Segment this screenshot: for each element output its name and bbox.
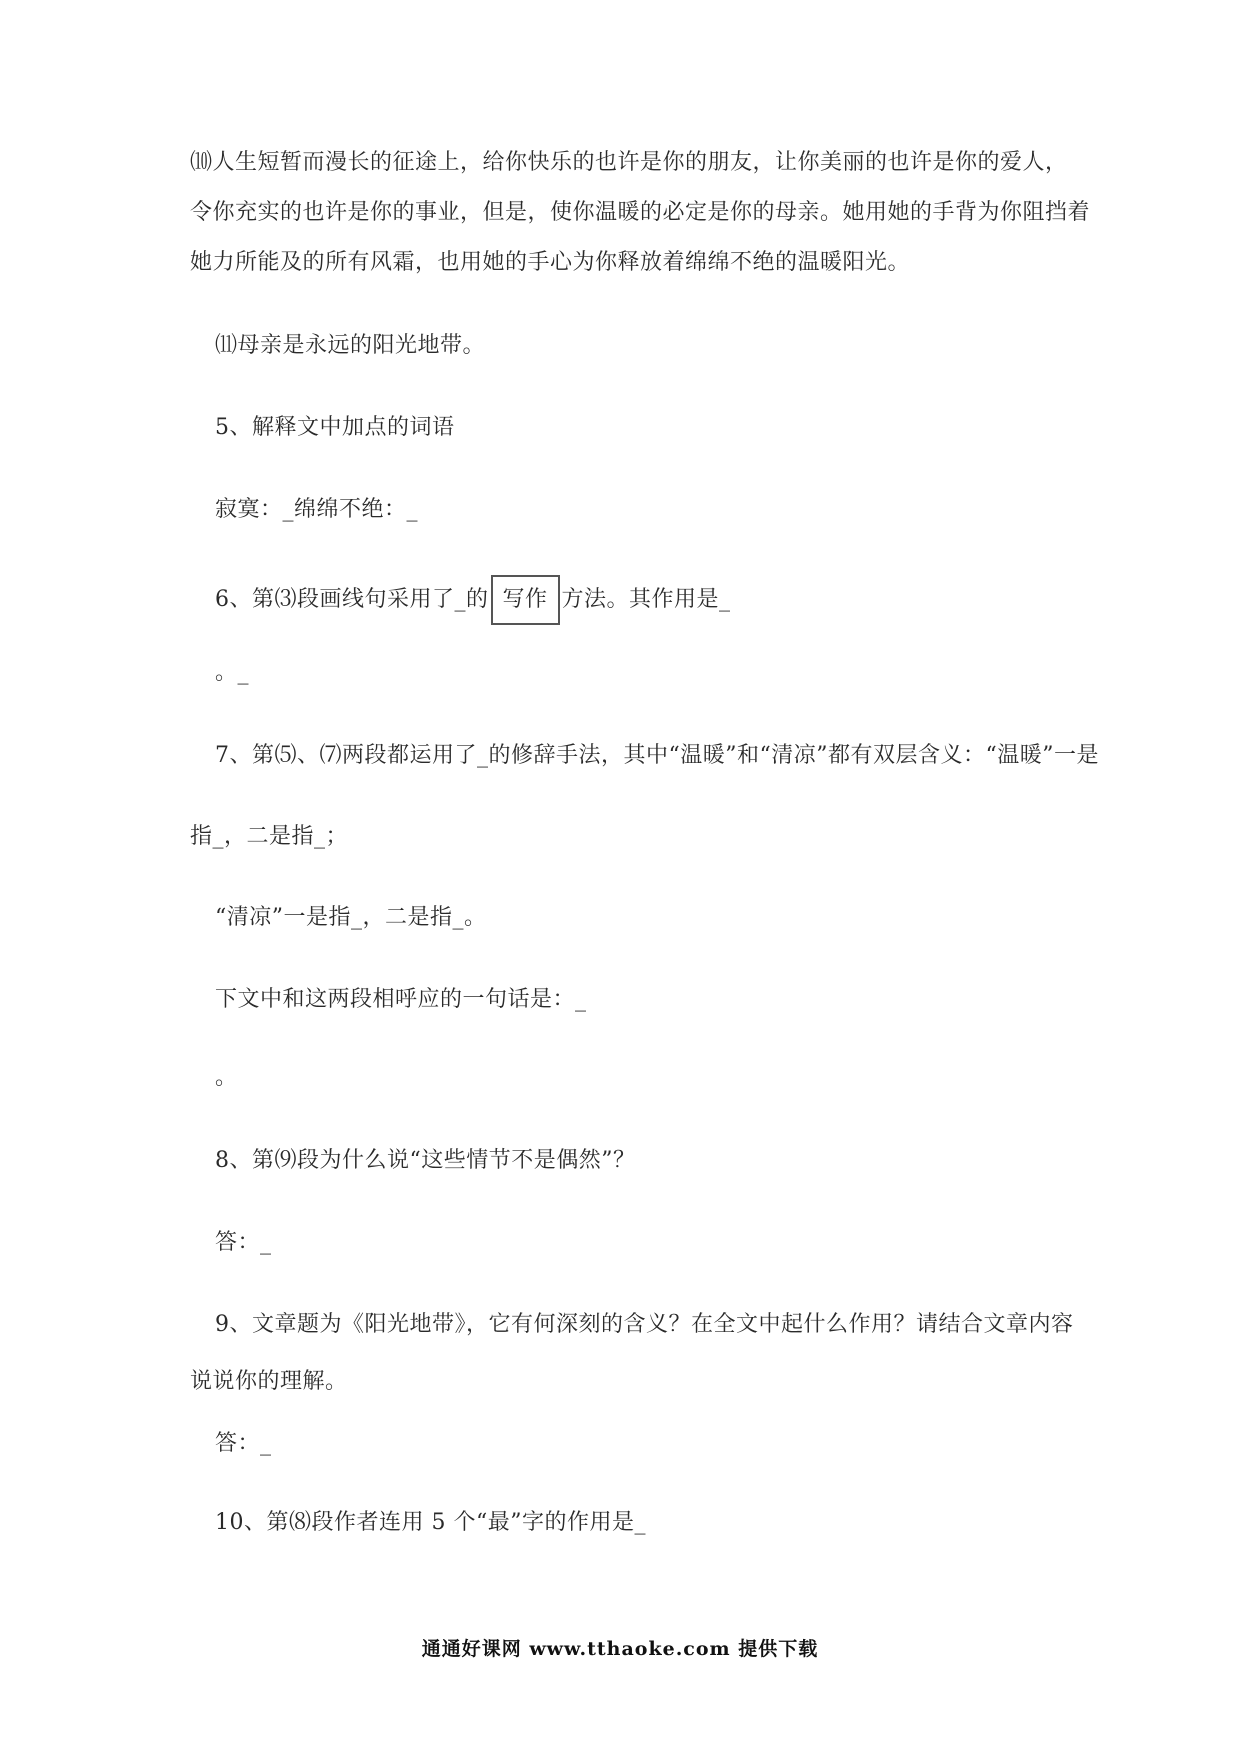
paragraph-11: ⑾母亲是永远的阳光地带。 [215, 333, 486, 358]
paragraph-10-line-2: 令你充实的也许是你的事业，但是，使你温暖的必定是你的母亲。她用她的手背为你阻挡着 [190, 200, 1091, 225]
question-8: 8、第⑼段为什么说“这些情节不是偶然”？ [215, 1148, 636, 1173]
question-9-line-2: 说说你的理解。 [190, 1369, 348, 1394]
paragraph-10-line-3: 她力所能及的所有风霜，也用她的手心为你释放着绵绵不绝的温暖阳光。 [190, 250, 911, 275]
question-5-answer: 寂寞：_绵绵不绝：_ [215, 497, 419, 522]
question-5: 5、解释文中加点的词语 [215, 415, 455, 440]
question-8-answer: 答：_ [215, 1230, 272, 1255]
question-7-line-5: 。 [215, 1065, 238, 1090]
question-6 [215, 575, 1095, 625]
question-6-text-after: 方法。其作用是_ [561, 587, 731, 612]
footer-credit: 通通好课网 www.tthaoke.com 提供下载 [421, 1638, 819, 1660]
boxed-word: 写作 [491, 575, 560, 625]
question-7-line-3: “清凉”一是指_，二是指_。 [215, 905, 487, 930]
question-7-line-4: 下文中和这两段相呼应的一句话是：_ [215, 987, 587, 1012]
question-9-answer: 答：_ [215, 1431, 272, 1456]
question-7-line-2: 指_，二是指_； [190, 824, 349, 849]
question-9-line-1: 9、文章题为《阳光地带》，它有何深刻的含义？在全文中起什么作用？请结合文章内容 [215, 1312, 1074, 1337]
question-7-line-1: 7、第⑸、⑺两段都运用了_的修辞手法，其中“温暖”和“清凉”都有双层含义：“温暖”一是 [215, 743, 1099, 768]
paragraph-10-line-1: ⑽人生短暂而漫长的征途上，给你快乐的也许是你的朋友，让你美丽的也许是你的爱人， [190, 150, 1068, 175]
question-10: 10、第⑻段作者连用 5 个“最”字的作用是_ [215, 1510, 646, 1535]
question-6-continuation: 。_ [215, 660, 250, 685]
question-6-text-before: 6、第⑶段画线句采用了_的 [215, 587, 489, 612]
